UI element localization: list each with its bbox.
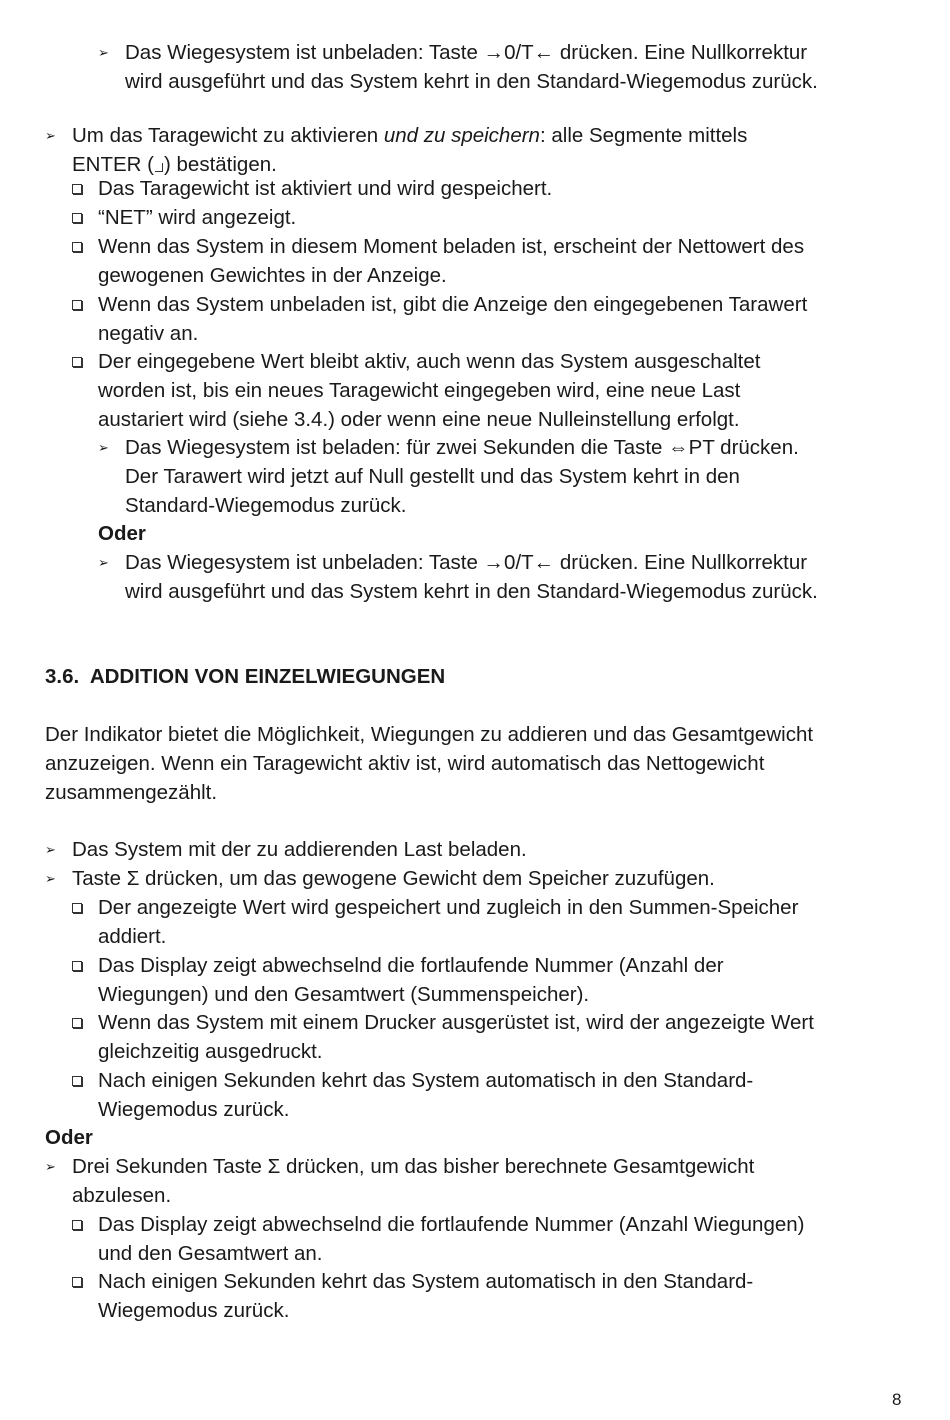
list-item-text: Das Wiegesystem ist unbeladen: Taste →0/T← drücken. Eine Nullkorrektur [125,551,808,574]
paragraph-line: Der Indikator bietet die Möglichkeit, Wiegungen zu addieren und das Gesamtgewicht [45,723,814,746]
intro-paragraph [45,720,915,807]
list-item-text: Das Display zeigt abwechselnd die fortlaufende Nummer (Anzahl der [98,954,724,977]
list-item-text: worden ist, bis ein neues Taragewicht eingegeben wird, eine neue Last [98,379,741,402]
list-item [45,864,905,893]
list-item-text: Das Display zeigt abwechselnd die fortlaufende Nummer (Anzahl Wiegungen) [98,1213,805,1236]
section-heading: 3.6. ADDITION VON EINZELWIEGUNGEN [45,665,446,688]
list-item-text: gleichzeitig ausgedruckt. [98,1040,323,1063]
list-item-text: Das Wiegesystem ist beladen: für zwei Sekunden die Taste ⇔PT drücken. [125,436,799,459]
list-item-text: Drei Sekunden Taste Σ drücken, um das bisher berechnete Gesamtgewicht [72,1155,755,1178]
arrow-bullet-icon: ➢ [45,842,56,857]
list-item-text: Der angezeigte Wert wird gespeichert und zugleich in den Summen-Speicher [98,896,799,919]
list-item [98,548,918,606]
list-item-text: Das Wiegesystem ist unbeladen: Taste →0/T← drücken. Eine Nullkorrektur [125,41,808,64]
paragraph-line: anzuzeigen. Wenn ein Taragewicht aktiv ist, wird automatisch das Nettogewicht [45,752,765,775]
list-item-text: Das Taragewicht ist aktiviert und wird gespeichert. [98,177,553,200]
square-bullet-icon [72,961,82,971]
list-item [45,1152,905,1210]
square-bullet-icon [72,184,82,194]
list-item-text: Um das Taragewicht zu aktivieren und zu speichern: alle Segmente mittels [72,124,748,147]
arrow-bullet-icon: ➢ [98,45,109,60]
list-item-text: Wiegungen) und den Gesamtwert (Summenspeicher). [98,983,590,1006]
list-item [72,1008,912,1066]
list-item [72,1210,912,1268]
list-item-text: Nach einigen Sekunden kehrt das System automatisch in den Standard- [98,1069,754,1092]
list-item [72,203,912,232]
list-item-text: wird ausgeführt und das System kehrt in den Standard-Wiegemodus zurück. [125,70,818,93]
list-item [72,893,912,951]
square-bullet-icon [72,1277,82,1287]
list-item [98,433,918,520]
list-item-text: Wenn das System unbeladen ist, gibt die Anzeige den eingegebenen Tarawert [98,293,808,316]
list-item [72,347,912,434]
list-item-text: Wiegemodus zurück. [98,1098,290,1121]
list-item [98,38,918,96]
square-bullet-icon [72,1018,82,1028]
arrow-bullet-icon: ➢ [45,871,56,886]
list-item [72,951,912,1009]
square-bullet-icon [72,357,82,367]
square-bullet-icon [72,1220,82,1230]
list-item [72,232,912,290]
list-item-text: Der eingegebene Wert bleibt aktiv, auch wenn das System ausgeschaltet [98,350,761,373]
list-item [72,1066,912,1124]
list-item [45,835,905,864]
list-item-text: Das System mit der zu addierenden Last beladen. [72,838,527,861]
list-item [45,121,905,179]
list-item-text: Nach einigen Sekunden kehrt das System automatisch in den Standard- [98,1270,754,1293]
square-bullet-icon [72,213,82,223]
arrow-bullet-icon: ➢ [98,555,109,570]
arrow-bullet-icon: ➢ [45,1159,56,1174]
list-item-text: negativ an. [98,322,199,345]
square-bullet-icon [72,903,82,913]
list-item-text: Der Tarawert wird jetzt auf Null gestellt und das System kehrt in den [125,465,740,488]
list-item-text: Wiegemodus zurück. [98,1299,290,1322]
list-item-text: Wenn das System mit einem Drucker ausgerüstet ist, wird der angezeigte Wert [98,1011,814,1034]
arrow-bullet-icon: ➢ [98,440,109,455]
list-item-text: gewogenen Gewichtes in der Anzeige. [98,264,447,287]
list-item-text: Taste Σ drücken, um das gewogene Gewicht dem Speicher zuzufügen. [72,867,715,890]
oder-label: Oder [98,522,146,545]
page-number: 8 [892,1390,902,1409]
arrow-bullet-icon: ➢ [45,128,56,143]
list-item-text: “NET” wird angezeigt. [98,206,297,229]
list-item [72,290,912,348]
enter-key-icon [155,163,163,172]
oder-label: Oder [45,1126,93,1149]
square-bullet-icon [72,1076,82,1086]
list-item-text: addiert. [98,925,167,948]
list-item-text: Standard-Wiegemodus zurück. [125,494,407,517]
list-item-text: Wenn das System in diesem Moment beladen ist, erscheint der Nettowert des [98,235,805,258]
list-item [72,1267,912,1325]
list-item-text: abzulesen. [72,1184,172,1207]
list-item-text: austariert wird (siehe 3.4.) oder wenn eine neue Nulleinstellung erfolgt. [98,408,740,431]
square-bullet-icon [72,242,82,252]
list-item [72,174,912,203]
list-item-text: wird ausgeführt und das System kehrt in den Standard-Wiegemodus zurück. [125,580,818,603]
square-bullet-icon [72,300,82,310]
paragraph-line: zusammengezählt. [45,781,218,804]
list-item-text: ENTER ( ) bestätigen. [72,153,277,176]
list-item-text: und den Gesamtwert an. [98,1242,323,1265]
